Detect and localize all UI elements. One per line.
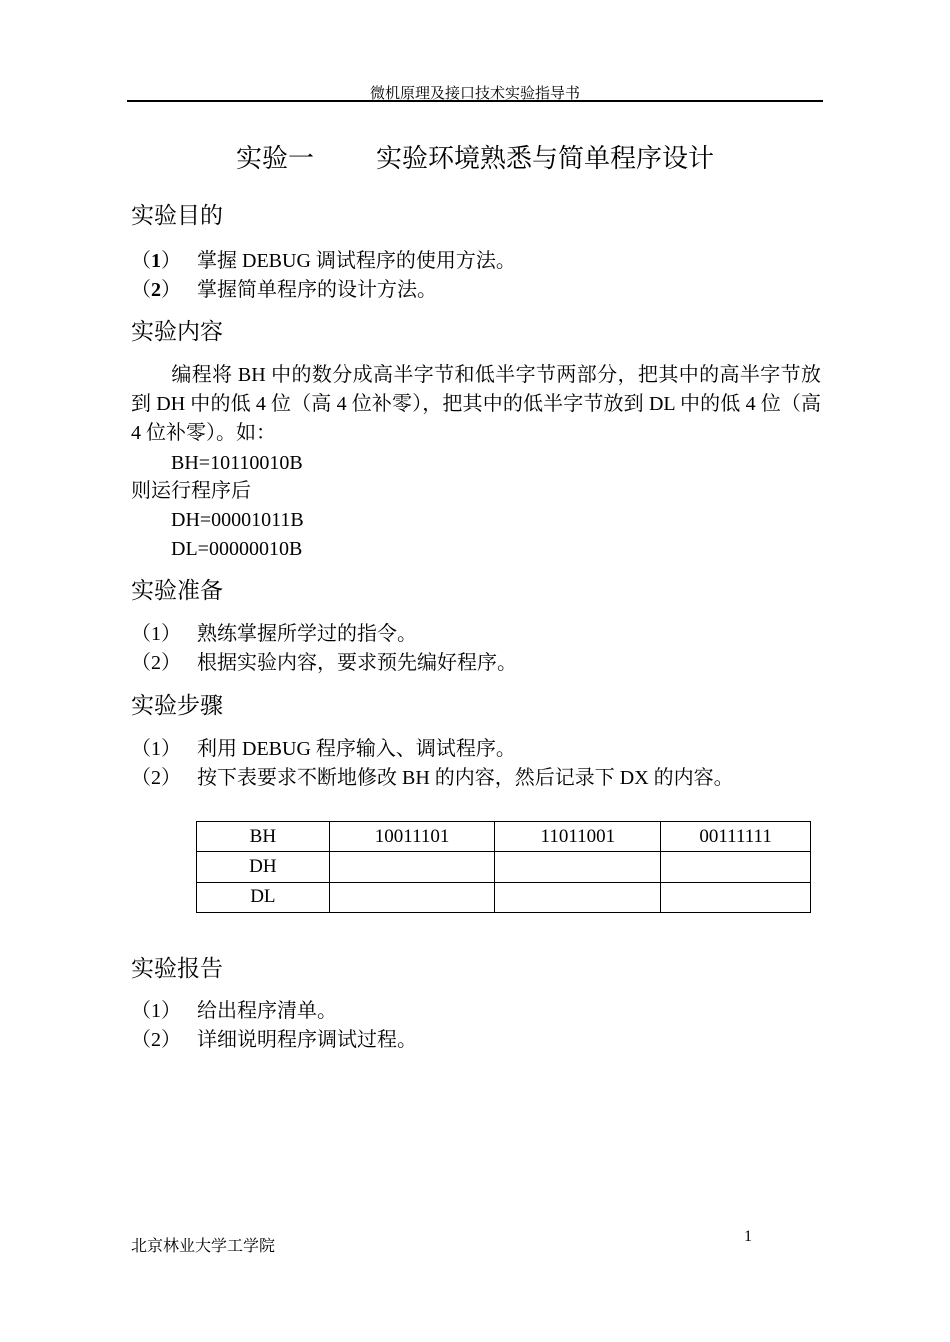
section-heading-steps: 实验步骤 [131,693,223,718]
section-heading-content: 实验内容 [131,319,223,344]
record-table [196,821,811,913]
item-number: （1） [131,250,181,272]
header-rule [127,100,823,102]
example-dh: DH=00001011B [171,509,304,531]
purpose-item-2 [131,276,437,305]
page-number: 1 [744,1228,752,1245]
experiment-number: 实验一 [235,144,314,173]
table-cell: 00111111 [661,822,811,852]
report-item-1 [131,997,337,1026]
content-paragraph: 编程将 BH 中的数分成高半字节和低半字节两部分，把其中的高半字节放到 DH 中的低 4 位（高 4 位补零），把其中的低半字节放到 DL 中的低 4 位（高 4 位补零）。如： [131,364,821,444]
item-text: 详细说明程序调试过程。 [197,1029,417,1051]
table-row [197,822,811,852]
table-cell[interactable] [661,882,811,912]
item-number: （1） [131,1000,181,1022]
section-heading-purpose: 实验目的 [131,203,223,228]
steps-item-1 [131,735,516,764]
item-number: （1） [131,738,181,760]
table-cell: 11011001 [495,822,661,852]
page-title [0,138,950,175]
purpose-item-1 [131,247,516,276]
table-row [197,882,811,912]
item-number: （2） [131,767,181,789]
table-cell[interactable] [495,882,661,912]
table-cell[interactable] [329,852,495,882]
report-item-2 [131,1026,417,1055]
item-text: 熟练掌握所学过的指令。 [197,623,417,645]
table-row [197,852,811,882]
section-heading-report: 实验报告 [131,956,223,981]
experiment-name: 实验环境熟悉与简单程序设计 [376,144,715,173]
table-cell[interactable] [661,852,811,882]
item-number: （2） [131,652,181,674]
table-cell: 10011101 [329,822,495,852]
item-text: 给出程序清单。 [197,1000,337,1022]
after-run-text: 则运行程序后 [131,480,251,502]
table-cell[interactable] [329,882,495,912]
item-text: 掌握简单程序的设计方法。 [197,279,437,301]
item-text: 根据实验内容，要求预先编好程序。 [197,652,517,674]
steps-item-2 [131,764,734,793]
item-text: 利用 DEBUG 程序输入、调试程序。 [197,738,516,760]
section-heading-preparation: 实验准备 [131,578,223,603]
preparation-item-2 [131,649,517,678]
table-cell: BH [197,822,330,852]
table-cell: DL [197,882,330,912]
table-cell: DH [197,852,330,882]
footer-institution: 北京林业大学工学院 [131,1238,276,1255]
item-number: （1） [131,623,181,645]
item-text: 掌握 DEBUG 调试程序的使用方法。 [197,250,516,272]
example-bh: BH=10110010B [171,452,303,474]
item-text: 按下表要求不断地修改 BH 的内容，然后记录下 DX 的内容。 [197,767,734,789]
item-number: （2） [131,1029,181,1051]
table-cell[interactable] [495,852,661,882]
preparation-item-1 [131,620,417,649]
example-dl: DL=00000010B [171,538,303,560]
item-number: （2） [131,279,181,301]
running-header: 微机原理及接口技术实验指导书 [369,86,580,102]
